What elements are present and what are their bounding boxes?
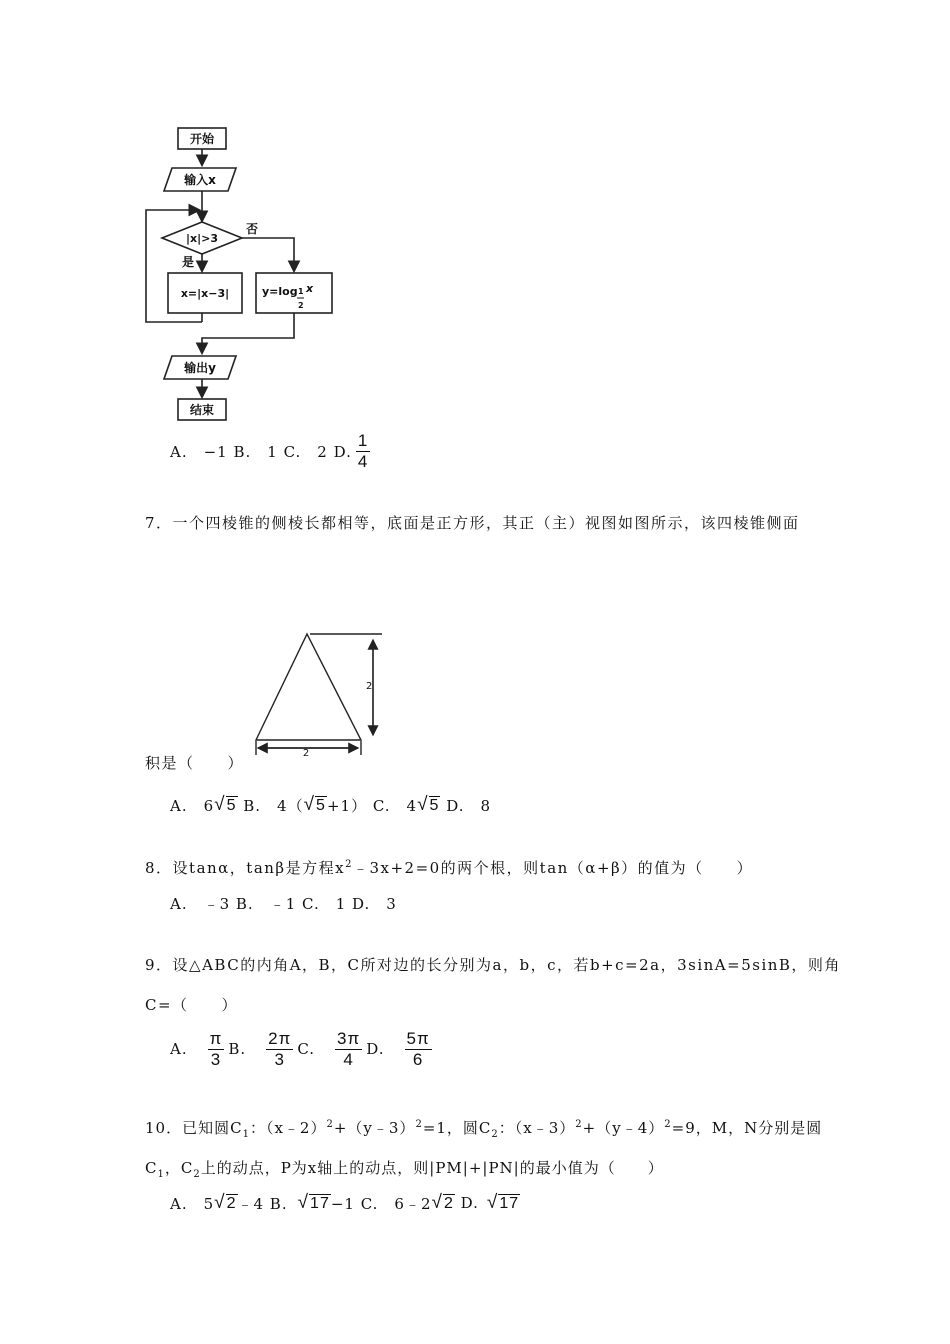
- q9-opt-c-fraction: $\frac{3\pi}{4}$: [337, 1029, 361, 1069]
- q6-option-d-fraction: [356, 432, 370, 471]
- q8-stem: 8．设tanα，tanβ是方程$x^2﹣3x+2=0$的两个根，则tan（α+β）的值为（ ）: [145, 859, 754, 877]
- q9-stem-end: C=（ ）: [145, 996, 239, 1014]
- fraction-numerator: 1: [357, 431, 369, 450]
- q7-opt-a: A. 6: [170, 796, 215, 815]
- q7-opt-d: D. 8: [440, 796, 492, 815]
- flowchart-end-label: 结束: [189, 403, 215, 417]
- flowchart-no-box-prefix: y=log: [262, 285, 298, 298]
- q7-base-label: 2: [302, 748, 310, 759]
- q7-opt-b-end: +1） C. 4: [326, 796, 418, 815]
- flowchart-no-box-base-num: 1: [298, 287, 304, 296]
- q10-opt-a-end: ﹣4 B.: [237, 1194, 288, 1213]
- q8-options: A. ﹣3 B. ﹣1 C. 1 D. 3: [170, 895, 397, 913]
- flowchart-no-box-var: x: [306, 282, 314, 295]
- q7-stem: 7．一个四棱锥的侧棱长都相等，底面是正方形，其正（主）视图如图所示，该四棱锥侧面: [145, 514, 800, 532]
- q6-options-text: A. −1 B. 1 C. 2 D.: [170, 442, 352, 461]
- q10-opt-a: A. 5: [170, 1194, 215, 1213]
- q9-opt-b-label: B.: [228, 1040, 247, 1059]
- q10-stem-line1: 10．已知圆$C_1$：（x﹣2）$^2$+（y﹣3）$^2$=1，圆$C_2$：（x﹣3）$^2$+（y﹣4）$^2$=9，M，N分别是圆: [145, 1119, 823, 1140]
- q9-opt-c-label: C.: [297, 1040, 316, 1059]
- q7-height-label: 2: [366, 681, 373, 692]
- sqrt: √2: [214, 1192, 237, 1213]
- sqrt: √5: [417, 794, 440, 815]
- q9-opt-a-fraction: $\frac{\pi}{3}$: [209, 1029, 223, 1069]
- fraction-denominator: 4: [357, 451, 369, 471]
- q10-opt-b-end: −1 C. 6﹣2: [330, 1194, 432, 1213]
- flowchart-no-box-base-den: 2: [298, 301, 304, 310]
- q9-options: [170, 1030, 436, 1069]
- flowchart: [140, 120, 360, 430]
- sqrt: √17: [486, 1192, 520, 1213]
- sqrt: √17: [297, 1192, 330, 1213]
- sqrt: √5: [303, 794, 326, 815]
- q7-triangle: [256, 634, 361, 740]
- sqrt: √2: [431, 1192, 454, 1213]
- q9-opt-d-label: D.: [366, 1040, 385, 1059]
- q6-options: [170, 432, 374, 471]
- q10-options: [170, 1192, 520, 1214]
- flowchart-yes-box-label: x=|x−3|: [180, 287, 230, 300]
- q10-opt-d: D.: [454, 1194, 479, 1212]
- q7-options: [170, 794, 491, 816]
- flowchart-start-label: 开始: [189, 132, 215, 146]
- flowchart-condition-label: |x|>3: [185, 232, 219, 245]
- q9-opt-b-fraction: $\frac{2\pi}{3}$: [268, 1029, 292, 1069]
- sqrt: √5: [214, 794, 237, 815]
- q7-triangle-figure: [245, 625, 390, 760]
- flowchart-no-label: 否: [246, 222, 259, 236]
- q9-opt-d-fraction: $\frac{5\pi}{6}$: [406, 1029, 430, 1069]
- flowchart-input-label: 输入x: [184, 173, 216, 187]
- q9-opt-a-label: A.: [170, 1040, 188, 1059]
- q10-stem-line2: $C_1$，$C_2$上的动点，P为x轴上的动点，则|PM|+|PN|的最小值为（ ）: [145, 1159, 664, 1180]
- q7-stem-end: 积是（ ）: [145, 754, 245, 772]
- flowchart-output-label: 输出y: [184, 361, 216, 375]
- q7-opt-b: B. 4（: [237, 796, 304, 815]
- q9-stem: 9．设△ABC的内角A，B，C所对边的长分别为a，b，c，若b+c=2a，3sinA=5sinB，则角: [145, 956, 841, 974]
- flowchart-yes-label: 是: [182, 255, 195, 269]
